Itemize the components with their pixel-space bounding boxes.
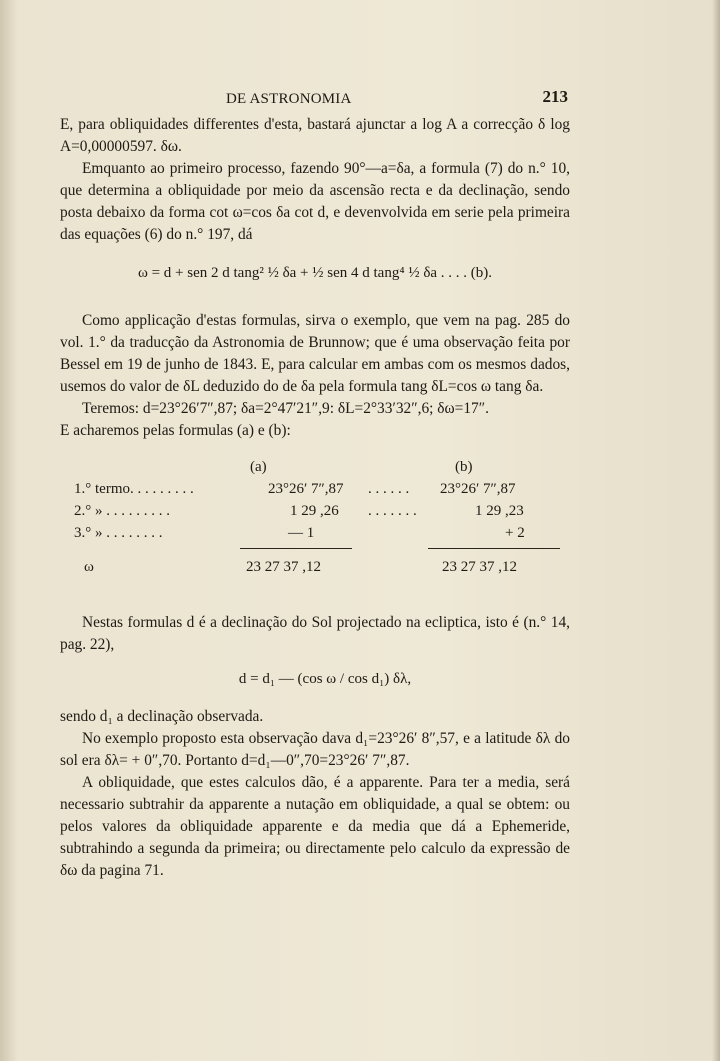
paragraph-results-intro: E acharemos pelas formulas (a) e (b): — [60, 422, 291, 439]
row-3-value-a: — 1 — [288, 525, 315, 541]
omega-label: ω — [84, 559, 94, 575]
sum-rule-b — [428, 548, 560, 549]
paragraph-values: Teremos: d=23°26′7″,87; δa=2°47′21″,9: δL=2°33′32″,6; δω=17″. — [82, 400, 489, 417]
page-content — [60, 86, 570, 882]
paragraph-obliquity: A obliquidade, que estes calculos dão, é a apparente. Para ter a media, será necessario subtrahir da apparente a nutação em obliquidade, a qual se obtem: ou pelos valores da obliquidade apparente e da media que dá a Ephemeride, subtrahindo a segunda da primeira; ou directamente pelo calculo da expressão de δω da pagina 71. — [60, 774, 570, 879]
total-value-a: 23 27 37 ,12 — [246, 559, 321, 575]
running-title: DE ASTRONOMIA — [226, 91, 352, 107]
formula-d: d = d₁ — (cos ω / cos d₁) δλ, — [238, 671, 412, 687]
page-number: 213 — [542, 87, 568, 106]
row-1-label: 1.° termo. . . . . . . . . — [74, 481, 194, 497]
paragraph-application: Como applicação d'estas formulas, sirva o exemplo, que vem na pag. 285 do vol. 1.° da traducção da Astronomia de Brunnow; que é uma observação feita por Bessel em 19 de junho de 1843. E, para calcular em ambas com os mesmos dados, usemos do valor de δL deduzido do de δa pela formula tang δL=cos ω tang δa. — [60, 312, 570, 395]
paragraph-example: No exemplo proposto esta observação dava d₁=23°26′ 8″,57, e a latitude δλ do sol era δλ= + 0″,70. Portanto d=d₁—0″,70=23°26′ 7″,87. — [60, 730, 570, 769]
row-2-label: 2.° » . . . . . . . . . — [74, 503, 170, 519]
row-3-label: 3.° » . . . . . . . . — [74, 525, 163, 541]
column-b-header: (b) — [455, 459, 473, 475]
row-1-value-a: 23°26′ 7″,87 — [268, 481, 344, 497]
column-a-header: (a) — [250, 459, 267, 475]
row-1-value-b: 23°26′ 7″,87 — [440, 481, 516, 497]
paragraph-correction: E, para obliquidades differentes d'esta, bastará ajunctar a log A a correcção δ log A=0,00000597. δω. — [60, 116, 570, 155]
paragraph-observed: sendo d₁ a declinação observada. — [60, 708, 264, 725]
calculation-table — [60, 448, 570, 606]
sum-rule-a — [240, 548, 352, 549]
row-2-dots: . . . . . . . — [368, 503, 417, 519]
row-3-value-b: + 2 — [505, 525, 525, 541]
row-1-dots: . . . . . . — [368, 481, 410, 497]
row-2-value-b: 1 29 ,23 — [475, 503, 524, 519]
page-header — [60, 86, 570, 114]
total-value-b: 23 27 37 ,12 — [442, 559, 517, 575]
paragraph-declination: Nestas formulas d é a declinação do Sol projectado na ecliptica, isto é (n.° 14, pag. 22), — [60, 614, 570, 653]
formula-b: ω = d + sen 2 d tang² ½ δa + ½ sen 4 d tang⁴ ½ δa . . . . (b). — [137, 265, 493, 281]
row-2-value-a: 1 29 ,26 — [290, 503, 339, 519]
paragraph-first-process: Emquanto ao primeiro processo, fazendo 90°—a=δa, a formula (7) do n.° 10, que determina a obliquidade por meio da ascensão recta e da declinação, sendo posta debaixo da forma cot ω=cos δa cot d, e devenvolvida em serie pela primeira das equações (6) do n.° 197, dá — [60, 160, 570, 243]
